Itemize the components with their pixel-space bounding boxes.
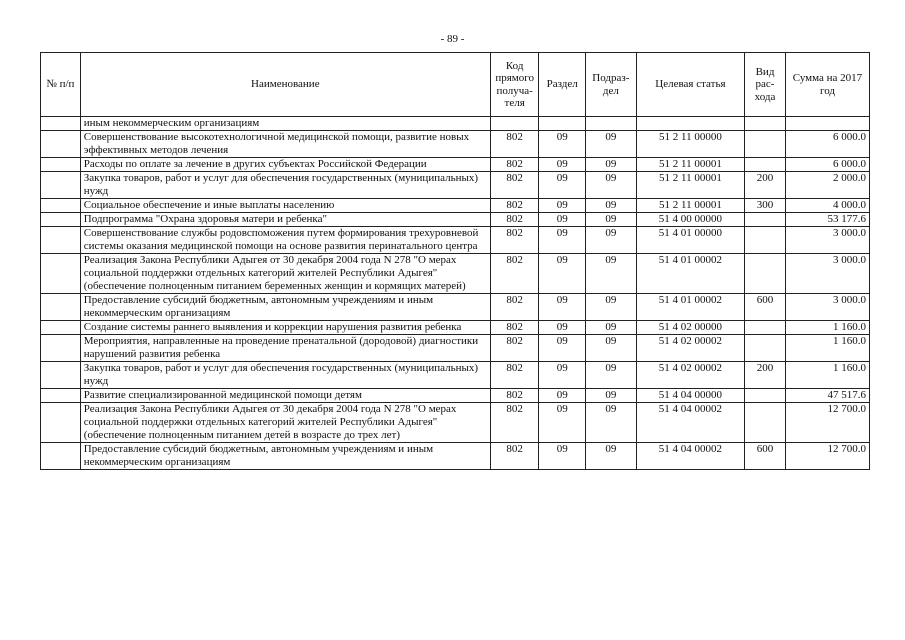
table-row: [41, 158, 870, 172]
cell-code: 802: [490, 335, 539, 362]
cell-subsection: 09: [585, 443, 636, 470]
cell-target: 51 4 01 00002: [636, 254, 744, 294]
cell-num: [41, 335, 81, 362]
cell-type: [745, 158, 786, 172]
cell-sum: 3 000.0: [785, 254, 869, 294]
table-row: [41, 321, 870, 335]
cell-type: 200: [745, 172, 786, 199]
budget-table: [40, 52, 870, 470]
cell-num: [41, 254, 81, 294]
cell-num: [41, 294, 81, 321]
cell-target: 51 4 04 00002: [636, 443, 744, 470]
cell-name: Социальное обеспечение и иные выплаты населению: [80, 199, 490, 213]
table-body: [41, 117, 870, 470]
cell-target: 51 2 11 00001: [636, 158, 744, 172]
cell-subsection: 09: [585, 158, 636, 172]
header-subsection: Подраз-дел: [585, 53, 636, 117]
cell-code: 802: [490, 254, 539, 294]
table-row: [41, 335, 870, 362]
cell-sum: 6 000.0: [785, 131, 869, 158]
cell-sum: 4 000.0: [785, 199, 869, 213]
cell-target: [636, 117, 744, 131]
cell-num: [41, 213, 81, 227]
cell-sum: 3 000.0: [785, 227, 869, 254]
table-row: [41, 117, 870, 131]
table-row: [41, 362, 870, 389]
cell-type: [745, 131, 786, 158]
cell-code: 802: [490, 403, 539, 443]
cell-sum: 53 177.6: [785, 213, 869, 227]
cell-name: Создание системы раннего выявления и коррекции нарушения развития ребенка: [80, 321, 490, 335]
cell-section: 09: [539, 158, 585, 172]
cell-name: Реализация Закона Республики Адыгея от 30 декабря 2004 года N 278 "О мерах социальной поддержки отдельных категорий жителей Республики Адыгея" (обеспечение полноценным питанием беременных женщин и кормящих матерей): [80, 254, 490, 294]
cell-subsection: 09: [585, 254, 636, 294]
cell-type: [745, 117, 786, 131]
cell-code: [490, 117, 539, 131]
cell-subsection: 09: [585, 321, 636, 335]
cell-sum: 1 160.0: [785, 321, 869, 335]
cell-subsection: 09: [585, 389, 636, 403]
header-code: Код прямого получа-теля: [490, 53, 539, 117]
cell-sum: 47 517.6: [785, 389, 869, 403]
cell-target: 51 2 11 00001: [636, 172, 744, 199]
cell-sum: 2 000.0: [785, 172, 869, 199]
cell-section: 09: [539, 443, 585, 470]
cell-name: Предоставление субсидий бюджетным, автономным учреждениям и иным некоммерческим организациям: [80, 443, 490, 470]
cell-num: [41, 443, 81, 470]
table-row: [41, 172, 870, 199]
cell-type: [745, 213, 786, 227]
cell-name: Закупка товаров, работ и услуг для обеспечения государственных (муниципальных) нужд: [80, 172, 490, 199]
cell-target: 51 2 11 00000: [636, 131, 744, 158]
cell-name: иным некоммерческим организациям: [80, 117, 490, 131]
cell-section: 09: [539, 213, 585, 227]
cell-num: [41, 227, 81, 254]
table-row: [41, 213, 870, 227]
table-row: [41, 403, 870, 443]
cell-num: [41, 158, 81, 172]
cell-subsection: 09: [585, 131, 636, 158]
cell-section: 09: [539, 227, 585, 254]
cell-section: 09: [539, 199, 585, 213]
header-type: Вид рас-хода: [745, 53, 786, 117]
cell-type: [745, 254, 786, 294]
cell-section: 09: [539, 254, 585, 294]
cell-name: Реализация Закона Республики Адыгея от 30 декабря 2004 года N 278 "О мерах социальной поддержки отдельных категорий жителей Республики Адыгея" (обеспечение полноценным питанием детей в возрасте до трех лет): [80, 403, 490, 443]
header-name: Наименование: [80, 53, 490, 117]
cell-num: [41, 321, 81, 335]
table-row: [41, 227, 870, 254]
cell-name: Совершенствование службы родовспоможения путем формирования трехуровневой системы оказания медицинской помощи на основе развития перинатального центра: [80, 227, 490, 254]
cell-name: Совершенствование высокотехнологичной медицинской помощи, развитие новых эффективных методов лечения: [80, 131, 490, 158]
table-row: [41, 254, 870, 294]
cell-name: Подпрограмма "Охрана здоровья матери и ребенка": [80, 213, 490, 227]
cell-section: 09: [539, 294, 585, 321]
cell-section: 09: [539, 321, 585, 335]
cell-section: [539, 117, 585, 131]
cell-sum: 12 700.0: [785, 443, 869, 470]
cell-name: Расходы по оплате за лечение в других субъектах Российской Федерации: [80, 158, 490, 172]
cell-code: 802: [490, 131, 539, 158]
cell-target: 51 4 02 00000: [636, 321, 744, 335]
cell-code: 802: [490, 158, 539, 172]
cell-type: [745, 321, 786, 335]
cell-num: [41, 389, 81, 403]
cell-section: 09: [539, 172, 585, 199]
cell-sum: [785, 117, 869, 131]
cell-sum: 1 160.0: [785, 362, 869, 389]
cell-name: Мероприятия, направленные на проведение пренатальной (дородовой) диагностики нарушений развития ребенка: [80, 335, 490, 362]
cell-code: 802: [490, 294, 539, 321]
table-row: [41, 389, 870, 403]
cell-subsection: 09: [585, 227, 636, 254]
cell-code: 802: [490, 389, 539, 403]
cell-code: 802: [490, 227, 539, 254]
cell-num: [41, 199, 81, 213]
cell-target: 51 4 01 00002: [636, 294, 744, 321]
header-num: № п/п: [41, 53, 81, 117]
cell-code: 802: [490, 443, 539, 470]
cell-subsection: 09: [585, 172, 636, 199]
cell-subsection: [585, 117, 636, 131]
cell-num: [41, 172, 81, 199]
cell-section: 09: [539, 403, 585, 443]
cell-subsection: 09: [585, 362, 636, 389]
cell-target: 51 4 04 00002: [636, 403, 744, 443]
cell-type: 200: [745, 362, 786, 389]
cell-name: Предоставление субсидий бюджетным, автономным учреждениям и иным некоммерческим организациям: [80, 294, 490, 321]
cell-subsection: 09: [585, 335, 636, 362]
cell-subsection: 09: [585, 403, 636, 443]
cell-type: [745, 335, 786, 362]
header-target: Целевая статья: [636, 53, 744, 117]
cell-subsection: 09: [585, 294, 636, 321]
cell-num: [41, 117, 81, 131]
table-row: [41, 131, 870, 158]
table-header-row: [41, 53, 870, 117]
cell-sum: 3 000.0: [785, 294, 869, 321]
cell-type: [745, 227, 786, 254]
cell-type: 600: [745, 294, 786, 321]
cell-sum: 6 000.0: [785, 158, 869, 172]
cell-code: 802: [490, 199, 539, 213]
cell-subsection: 09: [585, 199, 636, 213]
cell-section: 09: [539, 131, 585, 158]
cell-type: 600: [745, 443, 786, 470]
cell-num: [41, 131, 81, 158]
cell-type: [745, 389, 786, 403]
header-section: Раздел: [539, 53, 585, 117]
cell-code: 802: [490, 362, 539, 389]
cell-target: 51 2 11 00001: [636, 199, 744, 213]
cell-target: 51 4 00 00000: [636, 213, 744, 227]
cell-num: [41, 362, 81, 389]
table-row: [41, 199, 870, 213]
cell-target: 51 4 02 00002: [636, 335, 744, 362]
page-number: - 89 -: [440, 33, 465, 45]
cell-type: 300: [745, 199, 786, 213]
cell-type: [745, 403, 786, 443]
cell-sum: 1 160.0: [785, 335, 869, 362]
cell-target: 51 4 01 00000: [636, 227, 744, 254]
cell-code: 802: [490, 172, 539, 199]
cell-section: 09: [539, 362, 585, 389]
cell-name: Закупка товаров, работ и услуг для обеспечения государственных (муниципальных) нужд: [80, 362, 490, 389]
cell-target: 51 4 02 00002: [636, 362, 744, 389]
cell-section: 09: [539, 335, 585, 362]
header-sum: Сумма на 2017 год: [785, 53, 869, 117]
cell-name: Развитие специализированной медицинской помощи детям: [80, 389, 490, 403]
cell-section: 09: [539, 389, 585, 403]
table-row: [41, 443, 870, 470]
cell-code: 802: [490, 213, 539, 227]
cell-num: [41, 403, 81, 443]
table-row: [41, 294, 870, 321]
cell-code: 802: [490, 321, 539, 335]
cell-sum: 12 700.0: [785, 403, 869, 443]
cell-subsection: 09: [585, 213, 636, 227]
cell-target: 51 4 04 00000: [636, 389, 744, 403]
